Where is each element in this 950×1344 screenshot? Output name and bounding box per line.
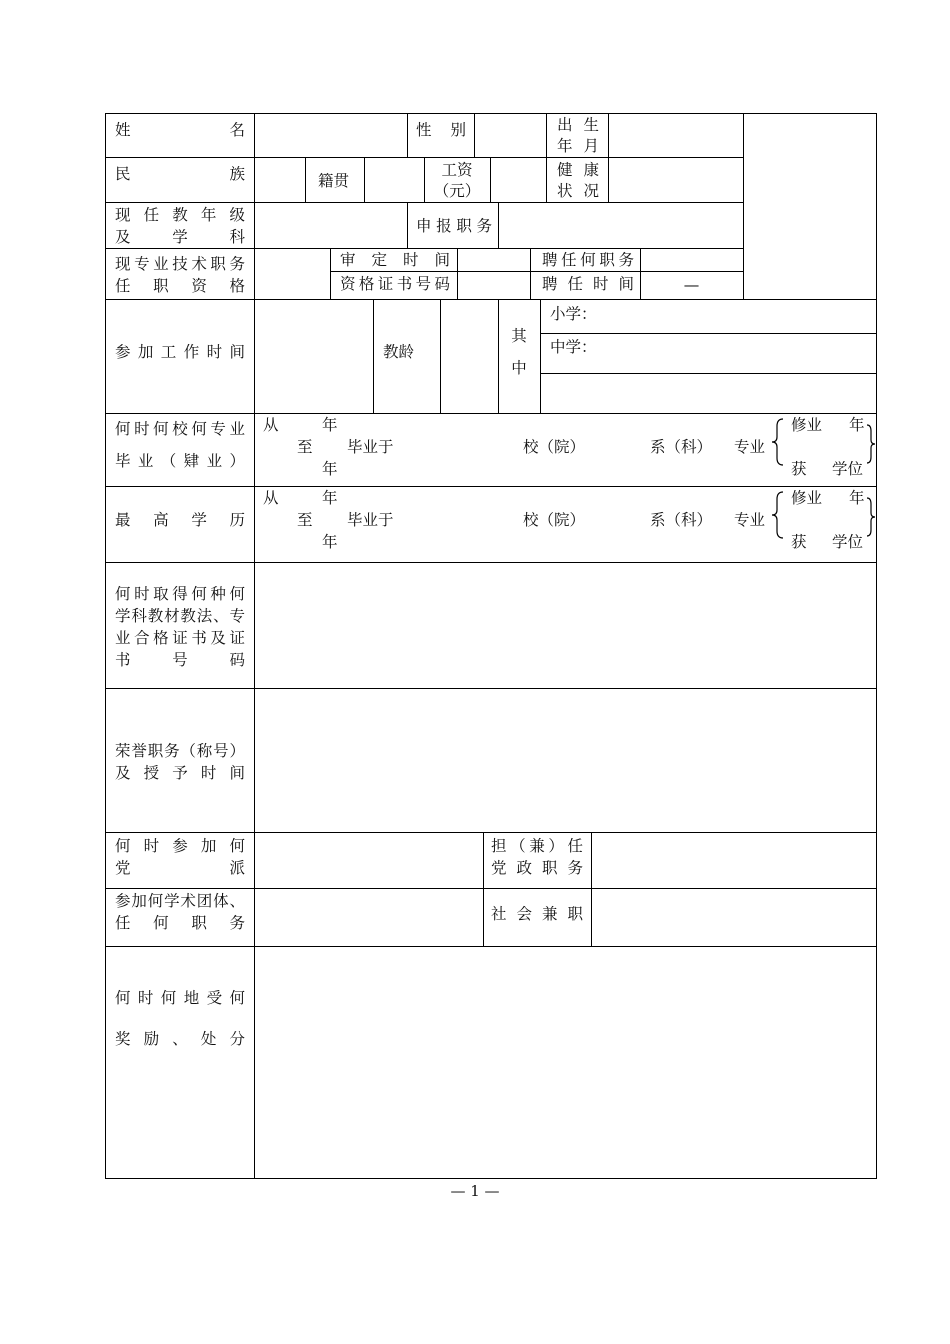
rule [540, 373, 877, 374]
native-label: 籍贯 [318, 172, 350, 190]
social-post-label: 社会兼职 [491, 905, 583, 923]
reward-label-line1: 何时何地受何 [115, 989, 245, 1007]
degree-label: 学位 [832, 460, 864, 478]
rule [105, 946, 877, 947]
rule [540, 333, 877, 334]
hired-post-label: 聘任何职务 [542, 251, 634, 269]
from-year-label: 年 [322, 416, 338, 434]
rule [407, 202, 408, 248]
rule [373, 299, 374, 413]
birth-label-line1: 出生 [557, 116, 599, 134]
ethnic-label: 民族 [115, 165, 245, 183]
apply-post-label: 申报职务 [416, 217, 492, 235]
teach-age-label: 教龄 [383, 343, 415, 361]
hired-time-dash: — [683, 276, 700, 294]
rule [490, 157, 491, 202]
hired-time-label: 聘任时间 [542, 275, 634, 293]
rule [498, 202, 499, 248]
cert-label-line1: 何时取得何种何 [115, 585, 245, 603]
dept-label: 系（科） [650, 438, 713, 456]
study-label: 修业 [791, 416, 823, 434]
rule [105, 688, 877, 689]
from-year-label: 年 [322, 489, 338, 507]
rule [743, 113, 744, 300]
academic-label-line2: 任何职务 [115, 914, 245, 932]
title-label-line2: 任职资格 [115, 277, 245, 295]
party-post-label-line2: 党政职务 [491, 859, 583, 877]
salary-label-line2: （元） [433, 182, 481, 200]
rule [254, 113, 255, 1179]
graduated-at-label: 毕业于 [347, 511, 394, 529]
rule [305, 157, 306, 202]
major-label: 专业 [734, 511, 766, 529]
school-label: 校（院） [523, 438, 586, 456]
rule [407, 113, 408, 157]
rule [457, 248, 458, 299]
cert-label-line2: 学科教材教法、专 [115, 607, 245, 625]
party-label-line1: 何时参加何 [115, 837, 245, 855]
from-label: 从 [263, 416, 279, 434]
rule [498, 299, 499, 413]
party-label-line2: 党派 [115, 859, 245, 877]
rule [105, 888, 877, 889]
got-label: 获 [791, 533, 807, 551]
rule [540, 299, 541, 413]
to-year-label: 年 [322, 533, 338, 551]
party-post-label-line1: 担（兼）任 [491, 837, 583, 855]
health-label-line2: 状况 [557, 182, 599, 200]
left-brace-icon [771, 418, 785, 466]
rule [474, 113, 475, 157]
cert-label-line4: 书号码 [115, 651, 245, 669]
name-label: 姓名 [115, 121, 245, 139]
rule [364, 157, 365, 202]
rule [440, 299, 441, 413]
graduation-label-line2: 毕业（肄业） [115, 452, 245, 470]
rule [608, 113, 609, 202]
got-label: 获 [791, 460, 807, 478]
major-label: 专业 [734, 438, 766, 456]
title-label-line1: 现专业技术职务 [115, 255, 245, 273]
school-label: 校（院） [523, 511, 586, 529]
rule [330, 248, 331, 299]
gender-label: 性别 [416, 121, 466, 139]
honor-label-line2: 及授予时间 [115, 764, 245, 782]
cert-label-line3: 业合格证书及证 [115, 629, 245, 647]
highest-edu-label: 最高学历 [115, 511, 245, 529]
page-number: — 1 — [450, 1182, 500, 1200]
graduation-label-line1: 何时何校何专业 [115, 420, 245, 438]
from-label: 从 [263, 489, 279, 507]
to-label: 至 [297, 438, 313, 456]
rule [546, 113, 547, 202]
rule [105, 486, 877, 487]
honor-label-line1: 荣誉职务（称号） [115, 742, 245, 760]
to-year-label: 年 [322, 460, 338, 478]
salary-label-line1: 工资 [441, 161, 473, 179]
work-start-label: 参加工作时间 [115, 343, 245, 361]
to-label: 至 [297, 511, 313, 529]
rule [483, 832, 484, 946]
health-label-line1: 健康 [557, 161, 599, 179]
dept-label: 系（科） [650, 511, 713, 529]
right-brace-icon [866, 424, 876, 464]
rule [105, 562, 877, 563]
left-brace-icon [771, 491, 785, 539]
rule [330, 271, 743, 272]
among-label-line2: 中 [511, 359, 527, 377]
right-brace-icon [866, 497, 876, 537]
academic-label-line1: 参加何学术团体、 [115, 892, 245, 910]
degree-label: 学位 [832, 533, 864, 551]
study-label: 修业 [791, 489, 823, 507]
rule [105, 413, 877, 414]
rule [530, 248, 531, 299]
rule [105, 299, 877, 300]
study-year-label: 年 [849, 489, 865, 507]
reward-label-line2: 奖励、处分 [115, 1030, 245, 1048]
cert-no-label: 资格证书号码 [340, 275, 450, 293]
graduated-at-label: 毕业于 [347, 438, 394, 456]
primary-school-label: 小学： [550, 305, 597, 323]
review-time-label: 审定时间 [340, 251, 450, 269]
rule [105, 202, 743, 203]
study-year-label: 年 [849, 416, 865, 434]
rule [105, 832, 877, 833]
among-label-line1: 其 [511, 327, 527, 345]
rule [591, 832, 592, 946]
birth-label-line2: 年月 [557, 137, 599, 155]
grade-label-line2: 及学科 [115, 228, 245, 246]
middle-school-label: 中学： [550, 338, 597, 356]
grade-label-line1: 现任教年级 [115, 206, 245, 224]
